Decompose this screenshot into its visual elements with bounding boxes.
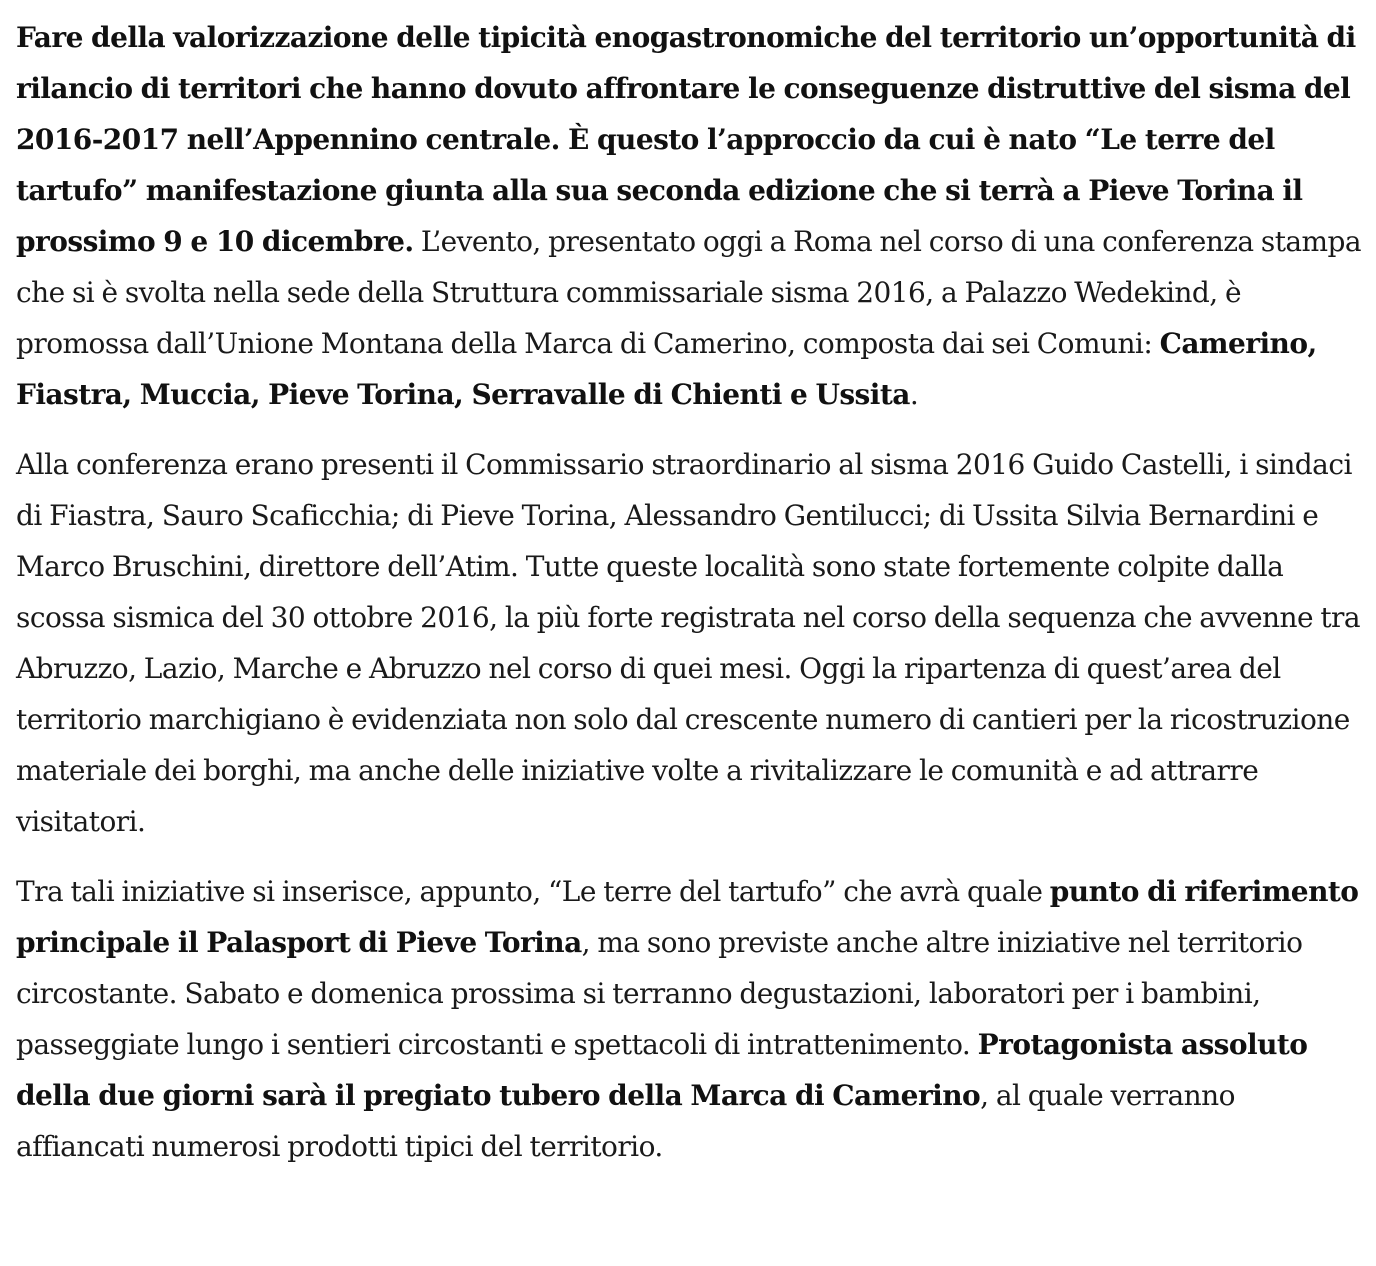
paragraph-conference <box>16 439 1362 847</box>
body-text: Tra tali iniziative si inserisce, appunto, “Le terre del tartufo” che avrà quale <box>16 875 1050 908</box>
protagonist-bold-text: Protagonista assoluto della due giorni sarà il pregiato tubero della Marca di Camerino <box>16 1028 1308 1112</box>
venue-bold-text: punto di riferimento principale il Palasport di Pieve Torina <box>16 875 1359 959</box>
body-text: , al quale verranno affiancati numerosi prodotti tipici del territorio. <box>16 1079 1235 1163</box>
body-text: L’evento, presentato oggi a Roma nel corso di una conferenza stampa che si è svolta nella sede della Struttura commissariale sisma 2016, a Palazzo Wedekind, è promossa dall’Unione Montana della Marca di Camerino, composta dai sei Comuni: <box>16 225 1362 360</box>
body-text: . <box>909 378 919 411</box>
paragraph-initiatives <box>16 866 1362 1172</box>
body-text: Alla conferenza erano presenti il Commissario straordinario al sisma 2016 Guido Castelli, i sindaci di Fiastra, Sauro Scaficchia; di Pieve Torina, Alessandro Gentilucci; di Ussita Silvia Bernardini e Marco Bruschini, direttore dell’Atim. Tutte queste località sono state fortemente colpite dalla scossa sismica del 30 ottobre 2016, la più forte registrata nel corso della sequenza che avvenne tra Abruzzo, Lazio, Marche e Abruzzo nel corso di quei mesi. Oggi la ripartenza di quest’area del territorio marchigiano è evidenziata non solo dal crescente numero di cantieri per la ricostruzione materiale dei borghi, ma anche delle iniziative volte a rivitalizzare le comunità e ad attrarre visitatori. <box>16 448 1361 838</box>
lead-bold-text: Fare della valorizzazione delle tipicità enogastronomiche del territorio un’opportunità di rilancio di territori che hanno dovuto affrontare le conseguenze distruttive del sisma del 2016-2017 nell’Appennino centrale. È questo l’approccio da cui è nato “Le terre del tartufo” manifestazione giunta alla sua seconda edizione che si terrà a Pieve Torina il prossimo 9 e 10 dicembre. <box>16 21 1356 258</box>
body-text: , ma sono previste anche altre iniziative nel territorio circostante. Sabato e domenica prossima si terranno degustazioni, laboratori per i bambini, passeggiate lungo i sentieri circostanti e spettacoli di intrattenimento. <box>16 926 1303 1061</box>
municipalities-bold-text: Camerino, Fiastra, Muccia, Pieve Torina, Serravalle di Chienti e Ussita <box>16 327 1317 411</box>
paragraph-intro <box>16 12 1362 420</box>
